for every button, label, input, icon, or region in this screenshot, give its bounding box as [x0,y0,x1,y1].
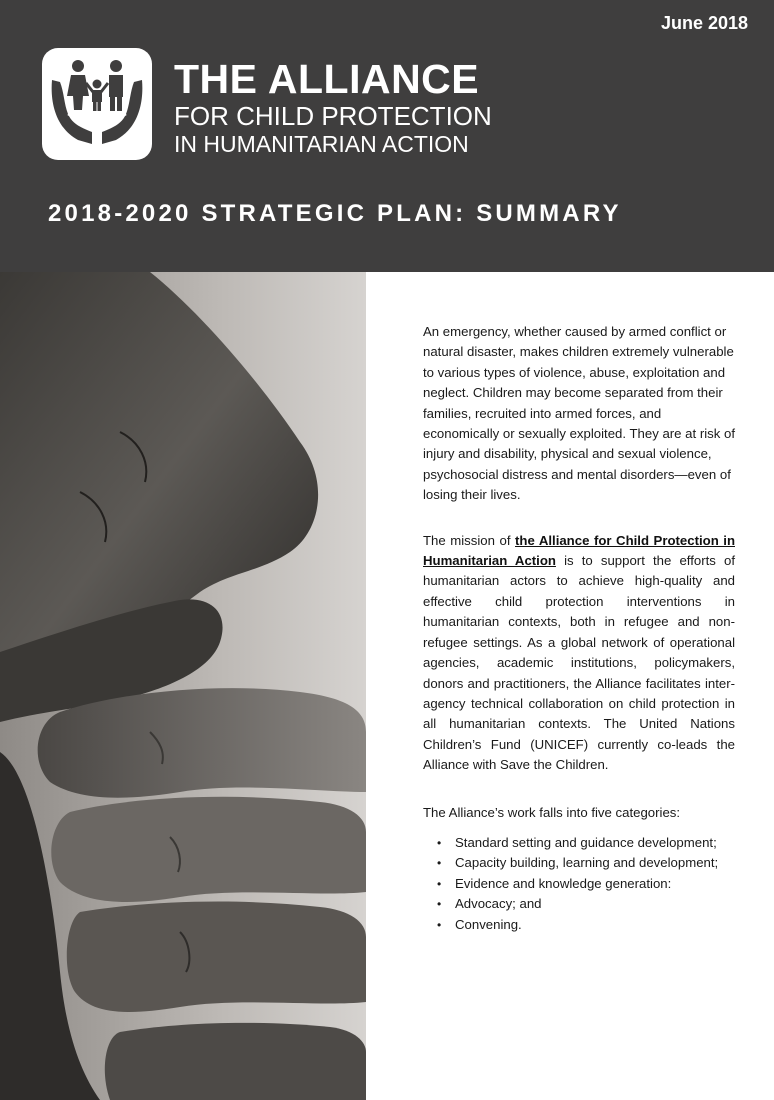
summary-text [423,322,735,935]
list-item [423,874,735,894]
intro-paragraph: An emergency, whether caused by armed conflict or natural disaster, makes children extremely vulnerable to various types of violence, abuse, exploitation and neglect. Children may become separated from their families, recruited into armed forces, and economically or sexually exploited. They are at risk of injury and disability, physical and sexual violence, psychosocial distress and mental disorders—even of losing their lives. [423,324,736,503]
categories-list [423,833,735,935]
bullet-icon: • [437,856,442,871]
list-item [423,894,735,914]
mission-prefix: The mission of [423,532,516,548]
list-item [423,833,735,853]
category-label: Standard setting and guidance development; [455,834,717,850]
bullet-icon: • [437,835,442,850]
category-label: Convening. [455,916,522,932]
organization-name [174,58,492,158]
bullet-icon: • [437,897,442,912]
org-name-line-3: IN HUMANITARIAN ACTION [174,131,469,157]
alliance-link[interactable]: the Alliance for Child Protection in Humanitarian Action [423,532,735,569]
category-label: Capacity building, learning and development; [455,855,719,871]
category-label: Evidence and knowledge generation: [455,875,672,891]
family-hands-icon [42,48,152,160]
bullet-icon: • [437,876,442,891]
mission-rest: is to support the efforts of humanitarian actors to achieve high-quality and effective child protection interventions in humanitarian contexts, both in refugee and non-refugee settings. As a global network of operational agencies, academic institutions, policymakers, donors and practitioners, the Alliance facilitates inter-agency technical collaboration on child protection in all humanitarian contexts. The United Nations Children’s Fund (UNICEF) currently co-leads the Alliance with Save the Children. [423,553,736,773]
hands-photo [0,272,366,1100]
categories-intro: The Alliance’s work falls into five categories: [423,804,681,820]
bullet-icon: • [437,917,442,932]
alliance-logo [42,48,152,160]
category-label: Advocacy; and [455,896,542,912]
org-name-line-1: THE ALLIANCE [174,56,480,102]
publication-date: June 2018 [660,13,748,33]
document-title: 2018-2020 STRATEGIC PLAN: SUMMARY [48,200,622,227]
list-item [423,853,735,873]
header-banner [0,0,774,272]
org-name-line-2: FOR CHILD PROTECTION [174,101,492,131]
list-item [423,915,735,935]
mission-paragraph [423,531,735,776]
